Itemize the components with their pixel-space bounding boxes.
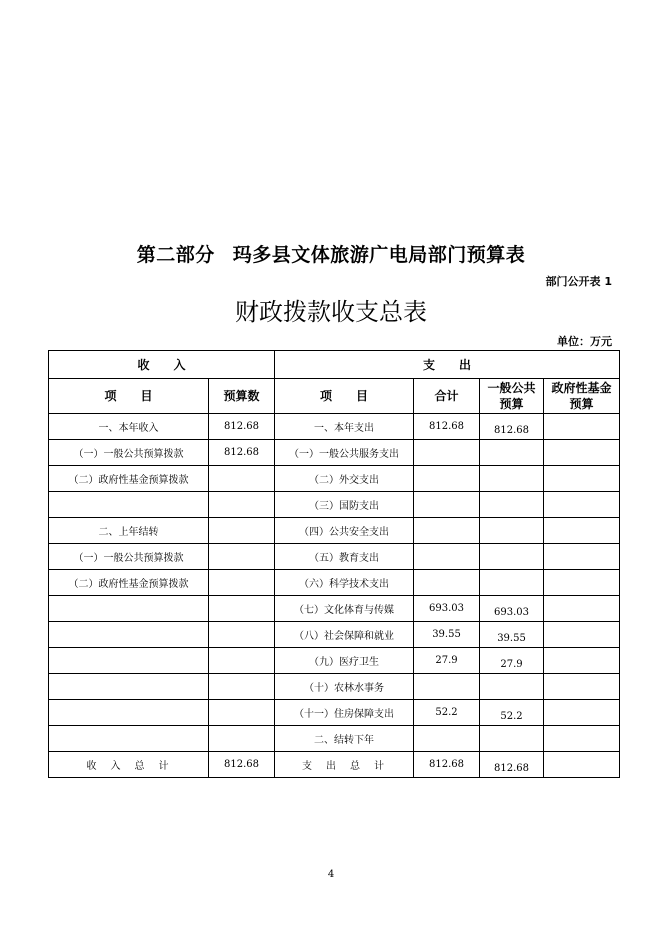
income-item-cell bbox=[49, 648, 209, 674]
general-budget-cell bbox=[480, 414, 544, 440]
income-group-header: 收 入 bbox=[49, 351, 275, 379]
expense-item-cell: （七）文化体育与传媒 bbox=[275, 596, 414, 622]
table-row bbox=[49, 596, 620, 622]
income-budget-cell bbox=[209, 518, 275, 544]
expense-item-cell: 二、结转下年 bbox=[275, 726, 414, 752]
col-gov-fund-label: 政府性基金预算 bbox=[551, 381, 612, 411]
expense-total-value: 812.68 bbox=[414, 752, 480, 778]
col-income-item: 项 目 bbox=[49, 379, 209, 414]
income-budget-cell bbox=[209, 466, 275, 492]
income-budget-cell bbox=[209, 622, 275, 648]
income-budget-cell bbox=[209, 674, 275, 700]
general-total-text: 812.68 bbox=[494, 763, 530, 774]
income-item-cell bbox=[49, 492, 209, 518]
col-total: 合计 bbox=[414, 379, 480, 414]
general-budget-cell bbox=[480, 570, 544, 596]
general-budget-value: 52.2 bbox=[500, 711, 523, 722]
general-budget-cell bbox=[480, 466, 544, 492]
total-cell bbox=[414, 492, 480, 518]
fund-budget-cell bbox=[544, 440, 620, 466]
table-row bbox=[49, 648, 620, 674]
expense-item-cell: （五）教育支出 bbox=[275, 544, 414, 570]
fund-total-value bbox=[544, 752, 620, 778]
expense-total-label: 支 出 总 计 bbox=[275, 752, 414, 778]
income-budget-cell: 812.68 bbox=[209, 440, 275, 466]
col-general-public-label: 一般公共预算 bbox=[487, 381, 536, 411]
expense-item-cell: （十一）住房保障支出 bbox=[275, 700, 414, 726]
col-income-budget: 预算数 bbox=[209, 379, 275, 414]
group-header-row bbox=[49, 351, 620, 379]
budget-table bbox=[48, 350, 620, 778]
income-item-cell bbox=[49, 726, 209, 752]
general-budget-value: 39.55 bbox=[497, 633, 526, 644]
total-cell bbox=[414, 466, 480, 492]
expense-item-cell: （三）国防支出 bbox=[275, 492, 414, 518]
income-budget-cell bbox=[209, 570, 275, 596]
fund-budget-cell bbox=[544, 518, 620, 544]
total-cell bbox=[414, 570, 480, 596]
general-budget-cell bbox=[480, 674, 544, 700]
expense-item-cell: （十）农林水事务 bbox=[275, 674, 414, 700]
total-cell: 39.55 bbox=[414, 622, 480, 648]
income-budget-cell bbox=[209, 700, 275, 726]
table-row bbox=[49, 570, 620, 596]
part-label: 第二部分 bbox=[136, 244, 215, 266]
fund-budget-cell bbox=[544, 492, 620, 518]
fund-budget-cell bbox=[544, 700, 620, 726]
total-cell bbox=[414, 674, 480, 700]
income-budget-cell bbox=[209, 544, 275, 570]
expense-group-header: 支 出 bbox=[275, 351, 620, 379]
general-budget-cell bbox=[480, 648, 544, 674]
fund-budget-cell bbox=[544, 648, 620, 674]
income-item-cell bbox=[49, 674, 209, 700]
total-cell bbox=[414, 440, 480, 466]
income-budget-cell bbox=[209, 492, 275, 518]
income-item-cell bbox=[49, 596, 209, 622]
table-row bbox=[49, 492, 620, 518]
income-item-cell: （二）政府性基金预算拨款 bbox=[49, 466, 209, 492]
income-total-value: 812.68 bbox=[209, 752, 275, 778]
total-cell bbox=[414, 726, 480, 752]
general-budget-value: 812.68 bbox=[494, 425, 530, 436]
expense-item-cell: 一、本年支出 bbox=[275, 414, 414, 440]
fund-budget-cell bbox=[544, 544, 620, 570]
income-item-cell: 二、上年结转 bbox=[49, 518, 209, 544]
table-row bbox=[49, 466, 620, 492]
general-budget-cell bbox=[480, 518, 544, 544]
fund-budget-cell bbox=[544, 570, 620, 596]
income-item-cell: 一、本年收入 bbox=[49, 414, 209, 440]
total-cell: 52.2 bbox=[414, 700, 480, 726]
general-budget-cell bbox=[480, 544, 544, 570]
form-number: 部门公开表 1 bbox=[545, 275, 612, 288]
table-row bbox=[49, 440, 620, 466]
table-row bbox=[49, 726, 620, 752]
fund-budget-cell bbox=[544, 726, 620, 752]
table-row bbox=[49, 674, 620, 700]
income-item-cell: （一）一般公共预算拨款 bbox=[49, 544, 209, 570]
fund-budget-cell bbox=[544, 414, 620, 440]
page-number: 4 bbox=[327, 869, 335, 880]
income-budget-cell bbox=[209, 596, 275, 622]
fund-budget-cell bbox=[544, 622, 620, 648]
general-budget-cell bbox=[480, 492, 544, 518]
table-row bbox=[49, 544, 620, 570]
expense-item-cell: （四）公共安全支出 bbox=[275, 518, 414, 544]
col-expense-item: 项 目 bbox=[275, 379, 414, 414]
total-cell: 27.9 bbox=[414, 648, 480, 674]
general-total-value bbox=[480, 752, 544, 778]
income-item-cell: （二）政府性基金预算拨款 bbox=[49, 570, 209, 596]
general-budget-value: 693.03 bbox=[494, 607, 530, 618]
expense-item-cell: （八）社会保障和就业 bbox=[275, 622, 414, 648]
expense-item-cell: （一）一般公共服务支出 bbox=[275, 440, 414, 466]
income-budget-cell bbox=[209, 726, 275, 752]
income-budget-cell: 812.68 bbox=[209, 414, 275, 440]
general-budget-cell bbox=[480, 440, 544, 466]
income-budget-cell bbox=[209, 648, 275, 674]
general-budget-value: 27.9 bbox=[500, 659, 523, 670]
total-cell bbox=[414, 544, 480, 570]
expense-item-cell: （六）科学技术支出 bbox=[275, 570, 414, 596]
table-row bbox=[49, 518, 620, 544]
expense-item-cell: （二）外交支出 bbox=[275, 466, 414, 492]
part-title bbox=[0, 240, 662, 267]
total-cell: 812.68 bbox=[414, 414, 480, 440]
income-item-cell bbox=[49, 700, 209, 726]
totals-row bbox=[49, 752, 620, 778]
fund-budget-cell bbox=[544, 596, 620, 622]
general-budget-cell bbox=[480, 596, 544, 622]
column-header-row bbox=[49, 379, 620, 414]
part-name: 玛多县文体旅游广电局部门预算表 bbox=[232, 244, 526, 266]
general-budget-cell bbox=[480, 622, 544, 648]
expense-item-cell: （九）医疗卫生 bbox=[275, 648, 414, 674]
table-row bbox=[49, 700, 620, 726]
fund-budget-cell bbox=[544, 674, 620, 700]
fund-budget-cell bbox=[544, 466, 620, 492]
table-title: 财政拨款收支总表 bbox=[235, 298, 427, 326]
col-gov-fund bbox=[544, 379, 620, 414]
total-cell bbox=[414, 518, 480, 544]
general-budget-cell bbox=[480, 726, 544, 752]
table-row bbox=[49, 622, 620, 648]
col-general-public bbox=[480, 379, 544, 414]
income-item-cell: （一）一般公共预算拨款 bbox=[49, 440, 209, 466]
income-item-cell bbox=[49, 622, 209, 648]
general-budget-cell bbox=[480, 700, 544, 726]
unit-label: 单位：万元 bbox=[557, 335, 612, 348]
total-cell: 693.03 bbox=[414, 596, 480, 622]
income-total-label: 收 入 总 计 bbox=[49, 752, 209, 778]
table-row bbox=[49, 414, 620, 440]
